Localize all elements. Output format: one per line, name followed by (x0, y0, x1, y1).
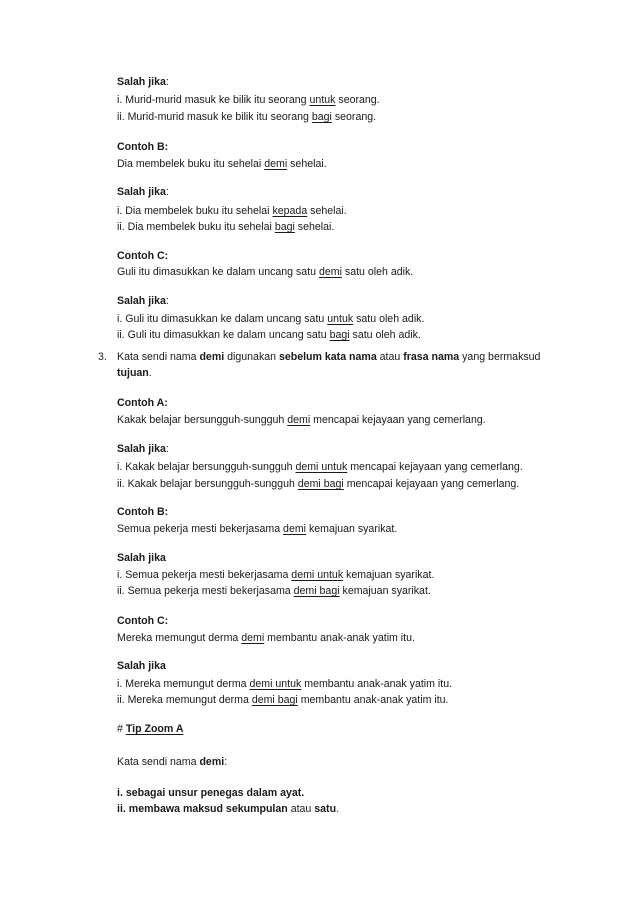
example-line: Kakak belajar bersungguh-sungguh demi mencapai kejayaan yang cemerlang. (117, 414, 486, 426)
example-line: i. Dia membelek buku itu sehelai kepada sehelai. (117, 205, 347, 217)
example-line: ii. Kakak belajar bersungguh-sungguh demi bagi mencapai kejayaan yang cemerlang. (117, 478, 520, 490)
salah-jika-label: Salah jika: (117, 443, 169, 455)
example-line: i. Semua pekerja mesti bekerjasama demi untuk kemajuan syarikat. (117, 569, 435, 581)
example-line: i. Murid-murid masuk ke bilik itu seorang untuk seorang. (117, 94, 380, 106)
tip-item: i. sebagai unsur penegas dalam ayat. (117, 787, 305, 799)
example-line: Dia membelek buku itu sehelai demi sehelai. (117, 158, 327, 170)
salah-jika-label: Salah jika: (117, 186, 169, 198)
example-line: i. Kakak belajar bersungguh-sungguh demi untuk mencapai kejayaan yang cemerlang. (117, 461, 523, 473)
example-line: Guli itu dimasukkan ke dalam uncang satu demi satu oleh adik. (117, 266, 414, 278)
list-number: 3. (98, 351, 107, 363)
salah-jika-label: Salah jika: (117, 76, 169, 88)
example-line: ii. Murid-murid masuk ke bilik itu seorang bagi seorang. (117, 111, 377, 123)
example-line: Semua pekerja mesti bekerjasama demi kemajuan syarikat. (117, 523, 398, 535)
salah-jika-label: Salah jika (117, 660, 166, 672)
contoh-heading: Contoh C: (117, 615, 169, 627)
rule-statement-cont: tujuan. (117, 367, 152, 379)
rule-statement: Kata sendi nama demi digunakan sebelum kata nama atau frasa nama yang bermaksud (117, 351, 541, 363)
contoh-heading: Contoh B: (117, 141, 169, 153)
example-line: ii. Mereka memungut derma demi bagi membantu anak-anak yatim itu. (117, 694, 449, 706)
salah-jika-label: Salah jika (117, 552, 166, 564)
example-line: ii. Semua pekerja mesti bekerjasama demi bagi kemajuan syarikat. (117, 585, 431, 597)
tip-item: ii. membawa maksud sekumpulan atau satu. (117, 803, 340, 815)
contoh-heading: Contoh C: (117, 250, 169, 262)
contoh-heading: Contoh A: (117, 397, 168, 409)
example-line: ii. Dia membelek buku itu sehelai bagi sehelai. (117, 221, 335, 233)
example-line: i. Guli itu dimasukkan ke dalam uncang satu untuk satu oleh adik. (117, 313, 425, 325)
example-line: i. Mereka memungut derma demi untuk membantu anak-anak yatim itu. (117, 678, 453, 690)
example-line: Mereka memungut derma demi membantu anak-anak yatim itu. (117, 632, 415, 644)
contoh-heading: Contoh B: (117, 506, 169, 518)
tip-heading: # Tip Zoom A (117, 723, 184, 735)
salah-jika-label: Salah jika: (117, 295, 169, 307)
tip-intro: Kata sendi nama demi: (117, 756, 228, 768)
example-line: ii. Guli itu dimasukkan ke dalam uncang satu bagi satu oleh adik. (117, 329, 421, 341)
